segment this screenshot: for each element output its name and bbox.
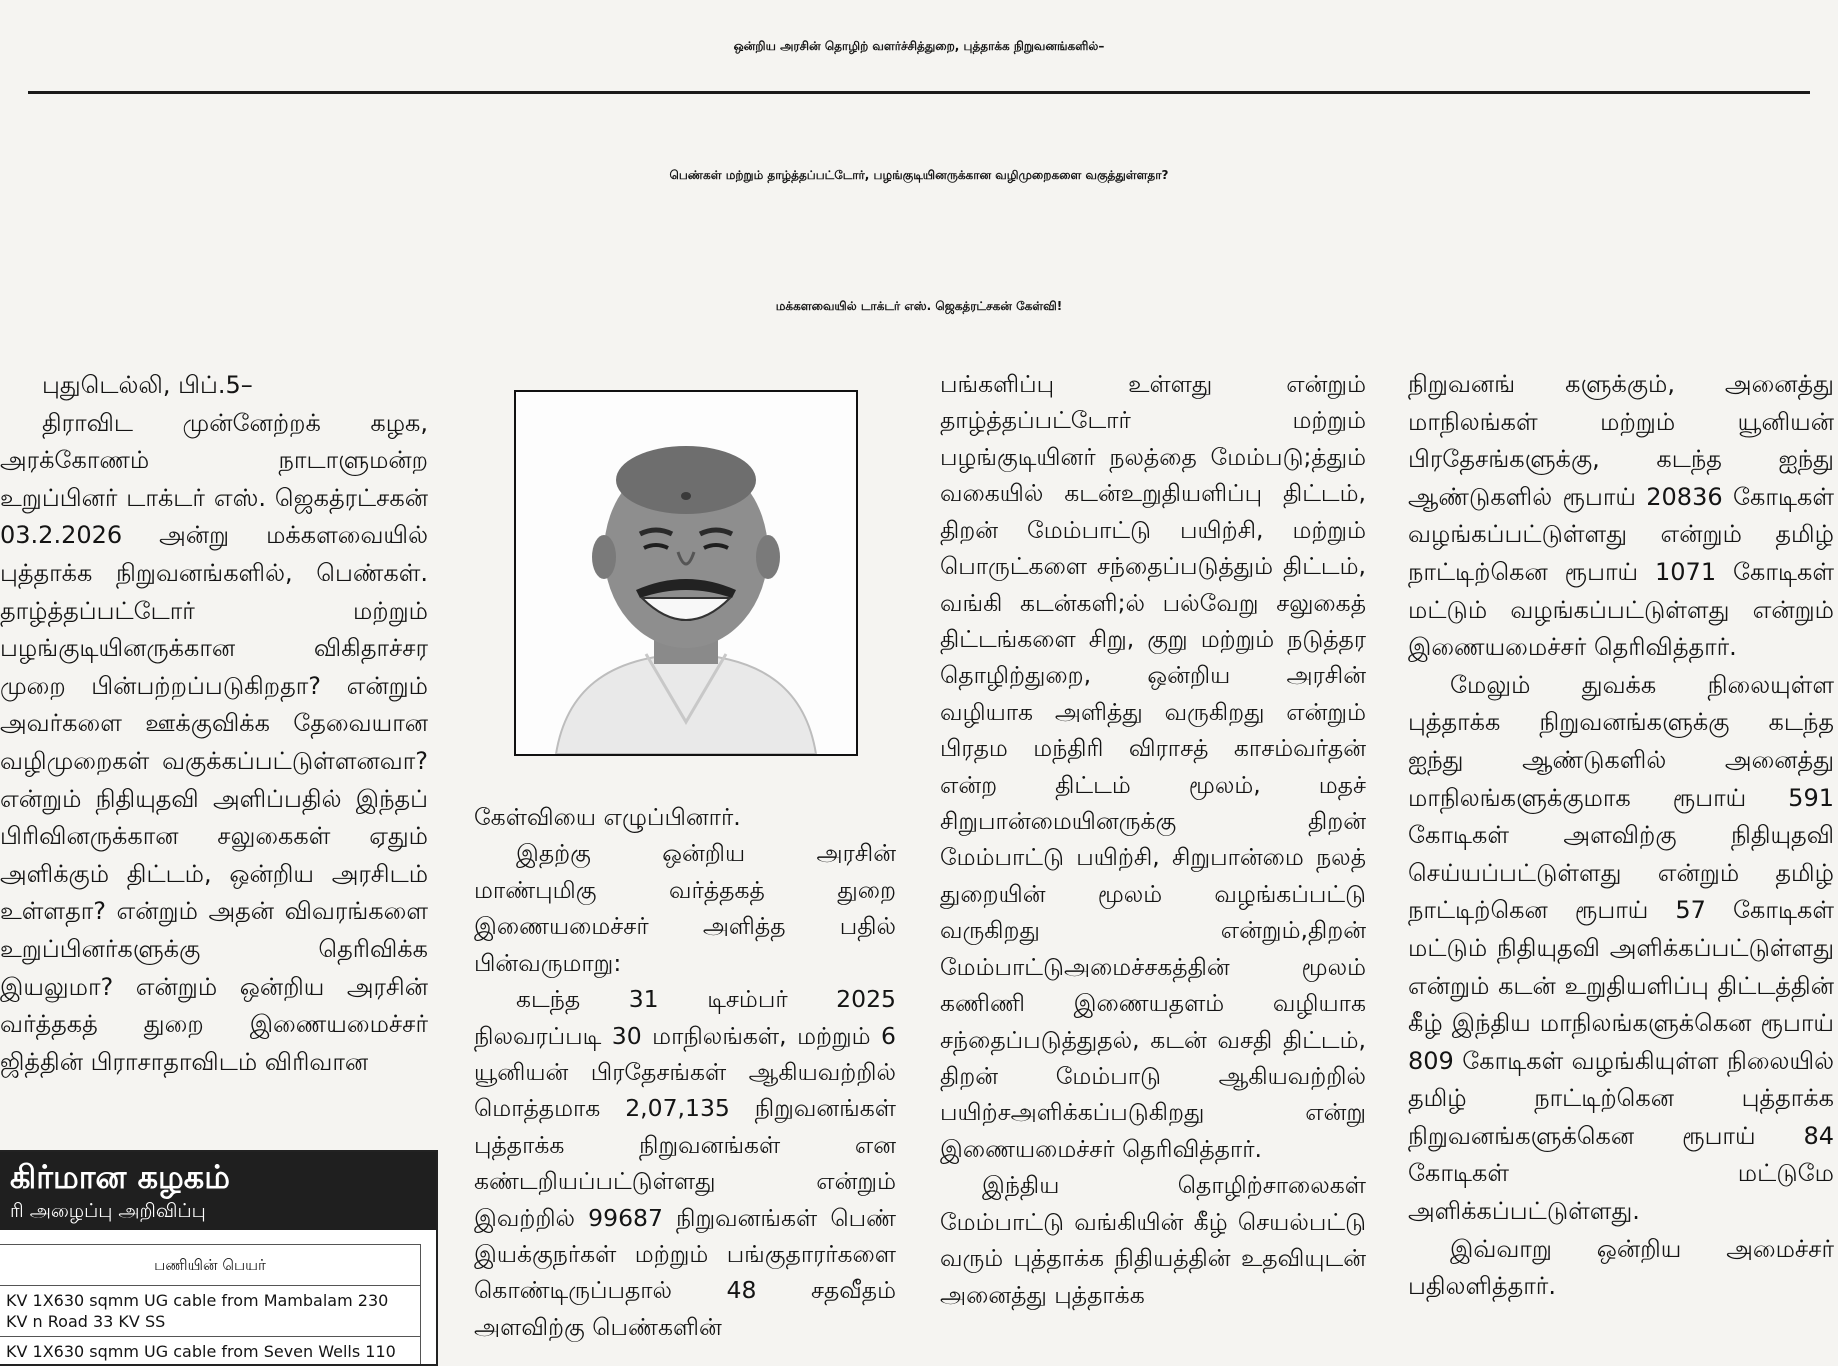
advert-table-header: பணியின் பெயர் (0, 1245, 420, 1286)
article-paragraph: பங்களிப்பு உள்ளது என்றும் தாழ்த்தப்பட்டோர் மற்றும் பழங்குடியினர் நலத்தை மேம்படு;த்தும் வகையில் கடன்உறுதியளிப்பு திட்டம், திறன் மேம்பாட்டு பயிற்சி, மற்றும் பொருட்களை சந்தைப்படுத்தும் திட்டம், வங்கி கடன்களி;ல் பல்வேறு சலுகைத் திட்டங்களை சிறு, குறு மற்றும் நடுத்தர தொழிற்துறை, ஒன்றிய அரசின் வழியாக அளித்து வருகிறது என்றும் பிரதம மந்திரி விராசத் காசம்வர்தன் என்ற திட்டம் மூலம், மதச் சிறுபான்மையினருக்கு திறன் மேம்பாட்டு பயிற்சி, சிறுபான்மை நலத் துறையின் மூலம் வழங்கப்பட்டு வருகிறது என்றும்,திறன் மேம்பாட்டுஅமைச்சகத்தின் மூலம் கணிணி இணையதளம் வழியாக சந்தைப்படுத்துதல், கடன் வசதி திட்டம், திறன் மேம்பாடு ஆகியவற்றில் பயிற்சஅளிக்கப்படுகிறது என்று இணையமைச்சர் தெரிவித்தார். (940, 370, 1366, 1163)
article-paragraph: இதற்கு ஒன்றிய அரசின் மாண்புமிகு வர்த்தகத் துறை இணையமைச்சர் அளித்த பதில் பின்வருமாறு: (474, 839, 896, 977)
article-column-2 (474, 799, 896, 1345)
advert-header (0, 1152, 436, 1230)
headline-line-3: மக்களவையில் டாக்டர் எஸ். ஜெகத்ரட்சகன் கேள்வி! (775, 299, 1063, 313)
article-column-1 (0, 367, 428, 1081)
article-column-3 (940, 366, 1366, 1313)
advert-table (0, 1244, 421, 1366)
tender-advertisement (0, 1150, 438, 1366)
article-paragraph: கேள்வியை எழுப்பினார். (474, 803, 741, 831)
article-paragraph: இந்திய தொழிற்சாலைகள் மேம்பாட்டு வங்கியின் கீழ் செயல்பட்டு வரும் புத்தாக்க நிதியத்தின் உதவியுடன் அனைத்து புத்தாக்க (940, 1171, 1366, 1309)
advert-notice-title: ரி அழைப்பு அறிவிப்பு (10, 1200, 206, 1222)
headline-line-1: ஒன்றிய அரசின் தொழிற் வளர்ச்சித்துறை, புத்தாக்க நிறுவனங்களில்– (733, 39, 1105, 53)
mp-portrait-photo (514, 390, 858, 756)
table-row: KV 1X630 sqmm UG cable from Mambalam 230 KV n Road 33 KV SS (0, 1286, 420, 1337)
article-paragraph: நிறுவனங் களுக்கும், அனைத்து மாநிலங்கள் மற்றும் யூனியன் பிரதேசங்களுக்கு, கடந்த ஐந்து ஆண்டுகளில் ரூபாய் 20836 கோடிகள் வழங்கப்பட்டுள்ளது என்றும் தமிழ் நாட்டிற்கென ரூபாய் 1071 கோடிகள் மட்டும் வழங்கப்பட்டுள்ளது என்றும் இணையமைச்சர் தெரிவித்தார். (1408, 370, 1834, 662)
portrait-illustration (516, 392, 856, 754)
article-paragraph: மேலும் துவக்க நிலையுள்ள புத்தாக்க நிறுவனங்களுக்கு கடந்த ஐந்து ஆண்டுகளில் அனைத்து மாநிலங்களுக்குமாக ரூபாய் 591 கோடிகள் அளவிற்கு நிதியுதவி செய்யப்பட்டுள்ளது என்றும் தமிழ் நாட்டிற்கென ரூபாய் 57 கோடிகள் மட்டும் நிதியுதவி அளிக்கப்பட்டுள்ளது என்றும் கடன் உறுதியளிப்பு திட்டத்தின் கீழ் இந்திய மாநிலங்களுக்கென ரூபாய் 809 கோடிகள் வழங்கியுள்ள நிலையில் தமிழ் நாட்டிற்கென புத்தாக்க நிறுவனங்களுக்கென ரூபாய் 84 கோடிகள் மட்டுமே அளிக்கப்பட்டுள்ளது. (1408, 670, 1834, 1226)
article-column-4 (1408, 366, 1834, 1306)
article-paragraph: இவ்வாறு ஒன்றிய அமைச்சர் பதிலளித்தார். (1408, 1234, 1834, 1301)
dateline: புதுடெல்லி, பிப்.5– (42, 371, 253, 399)
table-row: KV 1X630 sqmm UG cable from Seven Wells 110 (0, 1337, 420, 1366)
advert-organisation: கிர்மான கழகம் (10, 1158, 231, 1196)
headline-line-2: பெண்கள் மற்றும் தாழ்த்தப்பட்டோர், பழங்குடியினருக்கான வழிமுறைகளை வகுத்துள்ளதா? (669, 168, 1169, 182)
article-paragraph: கடந்த 31 டிசம்பர் 2025 நிலவரப்படி 30 மாநிலங்கள், மற்றும் 6 யூனியன் பிரதேசங்கள் ஆகியவற்றில் மொத்தமாக 2,07,135 நிறுவனங்கள் புத்தாக்க நிறுவனங்கள் என கண்டறியப்பட்டுள்ளது என்றும் இவற்றில் 99687 நிறுவனங்கள் பெண் இயக்குநர்கள் மற்றும் பங்குதாரர்களை கொண்டிருப்பதால் 48 சதவீதம் அளவிற்கு பெண்களின் (474, 985, 896, 1341)
article-paragraph: திராவிட முன்னேற்றக் கழக, அரக்கோணம் நாடாளுமன்ற உறுப்பினர் டாக்டர் எஸ். ஜெகத்ரட்சகன் 03.2.2026 அன்று மக்களவையில் புத்தாக்க நிறுவனங்களில், பெண்கள். தாழ்த்தப்பட்டோர் மற்றும் பழங்குடியினருக்கான விகிதாச்சர முறை பின்பற்றப்படுகிறதா? என்றும் அவர்களை ஊக்குவிக்க தேவையான வழிமுறைகள் வகுக்கப்பட்டுள்ளனவா? என்றும் நிதியுதவி அளிப்பதில் இந்தப் பிரிவினருக்கான சலுகைகள் ஏதும் அளிக்கும் திட்டம், ஒன்றிய அரசிடம் உள்ளதா? என்றும் அதன் விவரங்களை உறுப்பினர்களுக்கு தெரிவிக்க இயலுமா? என்றும் ஒன்றிய அரசின் வர்த்தகத் துறை இணையமைச்சர் ஜித்தின் பிராசாதாவிடம் விரிவான (0, 408, 428, 1076)
headline-divider (28, 91, 1810, 94)
